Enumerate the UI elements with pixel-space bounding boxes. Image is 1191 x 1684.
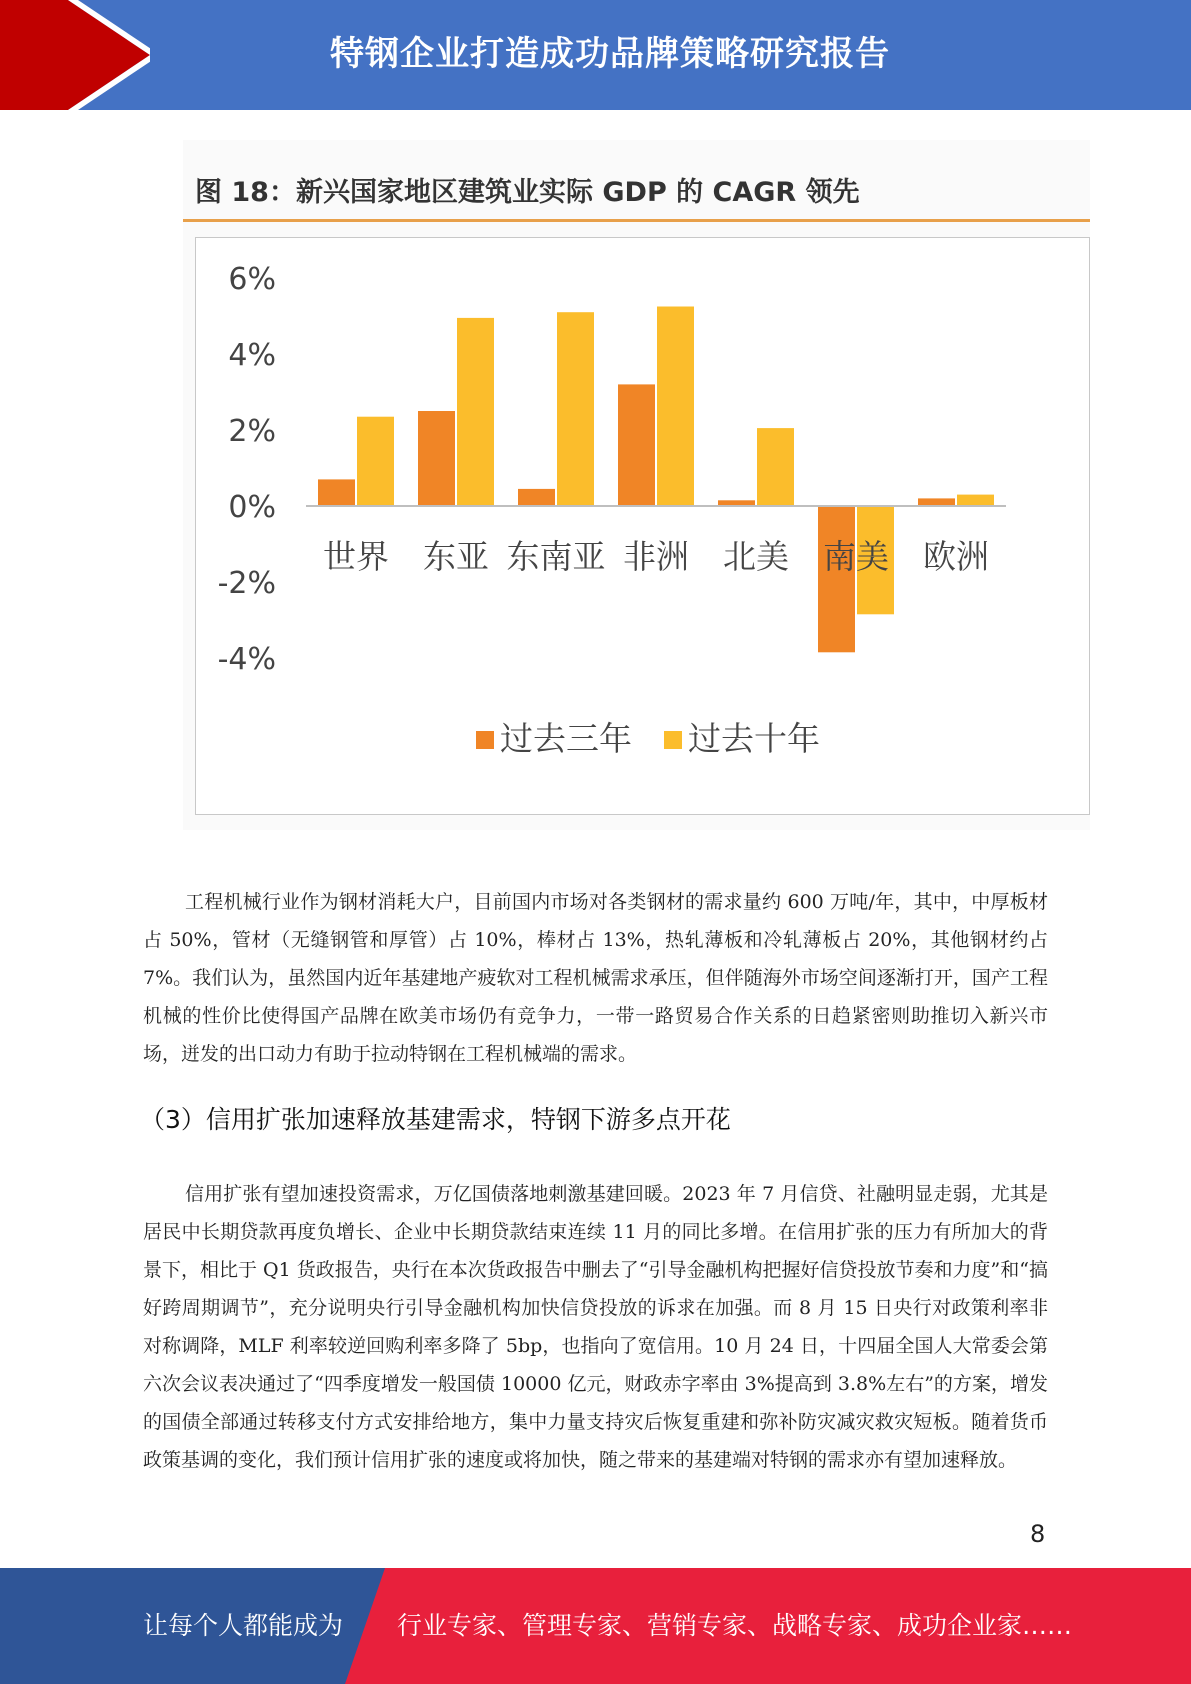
legend-label: 过去十年 — [688, 719, 820, 758]
category-label: 北美 — [723, 537, 789, 576]
category-label: 南美 — [823, 537, 889, 576]
figure-title: 图 18：新兴国家地区建筑业实际 GDP 的 CAGR 领先 — [195, 177, 860, 208]
bar-past-3-years — [918, 498, 955, 506]
figure-18 — [183, 140, 1090, 830]
paragraph-construction-machinery: 工程机械行业作为钢材消耗大户，目前国内市场对各类钢材的需求量约 600 万吨/年，其中，中厚板材占 50%，管材（无缝钢管和厚管）占 10%，棒材占 13%，热轧薄板和冷轧薄板占 20%，其他钢材约占 7%。我们认为，虽然国内近年基建地产疲软对工程机械需求承压，但伴随海外市场空间逐渐打开，国产工程机械的性价比使得国产品牌在欧美市场仍有竞争力，一带一路贸易合作关系的日趋紧密则助推切入新兴市场，迸发的出口动力有助于拉动特钢在工程机械端的需求。 — [143, 891, 1048, 1065]
chart-frame — [195, 237, 1090, 815]
report-title: 特钢企业打造成功品牌策略研究报告 — [330, 34, 890, 74]
bar-past-3-years — [518, 489, 555, 506]
footer-slogan-left: 让每个人都能成为 — [143, 1611, 344, 1640]
bar-past-3-years — [818, 506, 855, 652]
bar-past-10-years — [757, 428, 794, 506]
section-heading: （3）信用扩张加速释放基建需求，特钢下游多点开花 — [140, 1105, 731, 1134]
legend-swatch — [476, 731, 494, 749]
y-tick-label: 2% — [228, 414, 276, 449]
y-tick-label: 6% — [228, 262, 276, 297]
legend-label: 过去三年 — [500, 719, 632, 758]
bar-past-3-years — [418, 411, 455, 506]
page-footer — [0, 1568, 1191, 1684]
legend-swatch — [664, 731, 682, 749]
bar-past-10-years — [657, 307, 694, 507]
header-arrow-decoration — [0, 0, 150, 110]
category-label: 世界 — [323, 537, 389, 576]
figure-title-rule — [183, 219, 1090, 222]
category-label: 东南亚 — [506, 537, 606, 576]
bar-past-10-years — [957, 495, 994, 506]
bar-past-3-years — [318, 479, 355, 506]
page-number: 8 — [1030, 1520, 1046, 1548]
bar-chart — [196, 238, 1091, 816]
bar-past-10-years — [457, 318, 494, 506]
category-label: 东亚 — [423, 537, 489, 576]
y-tick-label: -2% — [217, 566, 276, 601]
category-label: 欧洲 — [923, 537, 989, 576]
page-header — [0, 0, 1191, 110]
bar-past-10-years — [557, 312, 594, 506]
y-tick-label: 0% — [228, 490, 276, 525]
y-tick-label: 4% — [228, 338, 276, 373]
y-tick-label: -4% — [217, 642, 276, 677]
bar-past-3-years — [618, 384, 655, 506]
category-label: 非洲 — [623, 537, 689, 576]
bar-past-10-years — [357, 417, 394, 506]
footer-slogan-right: 行业专家、管理专家、营销专家、战略专家、成功企业家…… — [397, 1611, 1073, 1640]
paragraph-credit-expansion: 信用扩张有望加速投资需求，万亿国债落地刺激基建回暖。2023 年 7 月信贷、社融明显走弱，尤其是居民中长期贷款再度负增长、企业中长期贷款结束连续 11 月的同比多增。在信用扩张的压力有所加大的背景下，相比于 Q1 货政报告，央行在本次货政报告中删去了“引导金融机构把握好信贷投放节奏和力度”和“搞好跨周期调节”，充分说明央行引导金融机构加快信贷投放的诉求在加强。而 8 月 15 日央行对政策利率非对称调降，MLF 利率较逆回购利率多降了 5bp，也指向了宽信用。10 月 24 日，十四届全国人大常委会第六次会议表决通过了“四季度增发一般国债 10000 亿元，财政赤字率由 3%提高到 3.8%左右”的方案，增发的国债全部通过转移支付方式安排给地方，集中力量支持灾后恢复重建和弥补防灾减灾救灾短板。随着货币政策基调的变化，我们预计信用扩张的速度或将加快，随之带来的基建端对特钢的需求亦有望加速释放。 — [143, 1183, 1048, 1471]
